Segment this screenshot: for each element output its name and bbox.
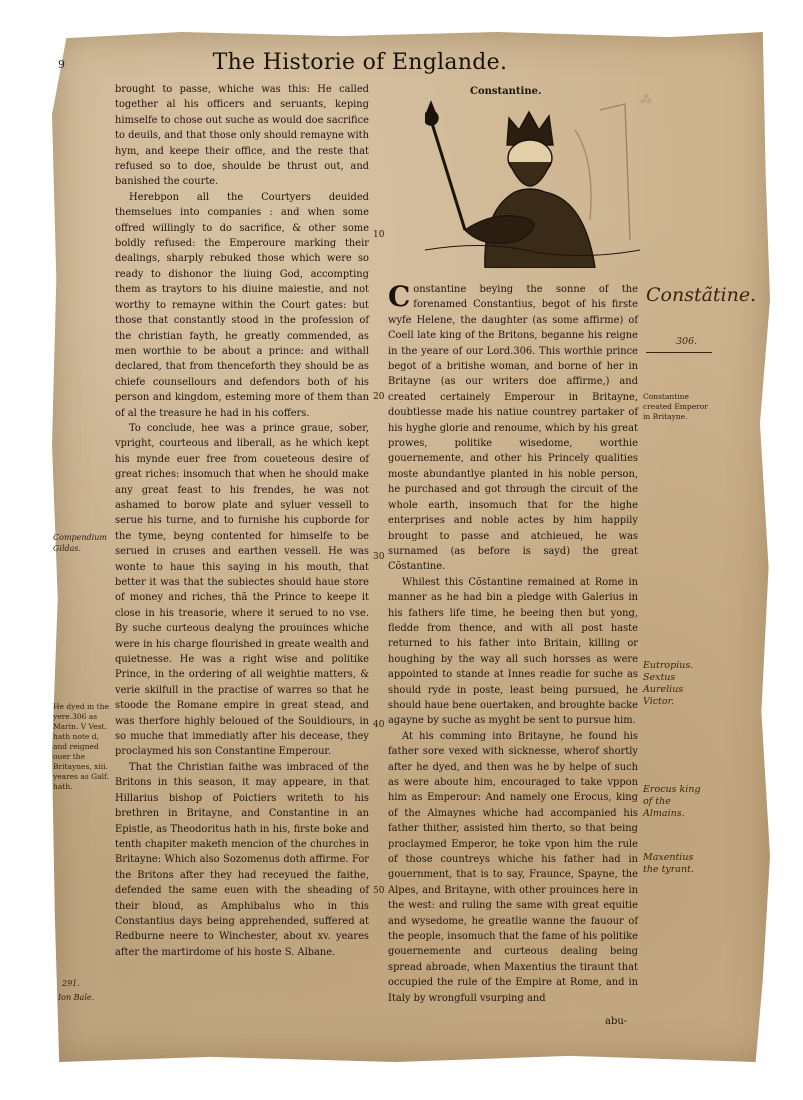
handwritten-underline [646, 352, 712, 353]
drop-cap: C [388, 280, 411, 313]
left-paragraph: To conclude, hee was a prince graue, sober, vpright, courteous and liberall, as he which kept his mynde euer free from coueteous desire of great riches: insomuch that when he should make any great feast to his frendes, he was not ashamed to borow plate and syluer vessell to serue his turne, and to furnishe his cupborde for the tyme, beyng contented for himselfe to be serued in cruses and earthen vessell. He was wonte to haue this saying in his mouth, that better it was that the subiectes should haue store of money and riches, thã the Prince to keepe it close in his treasorie, where it serued to no vse. By suche curteous dealyng the prouinces whiche were in his charge flourished in greate wealth and quietnesse. He was a right wise and politike Prince, in the ordering of all weightie matters, & verie skilfull in the practise of warres so that he stoode the Romane empire in great stead, and was therfore highly beloued of the Souldiours, in so muche that immediatly after his decease, they proclaymed his son Constantine Emperour. [115, 422, 369, 758]
handwritten-constantine: Constãtine. [646, 284, 757, 306]
line-number-40: 40 [373, 720, 385, 730]
handwritten-erocus: Erocus king of the Almains. [643, 784, 701, 819]
woodcut-caption: Constantine. [470, 86, 542, 97]
line-number-20: 20 [373, 392, 385, 402]
margin-note-compendium: Compendium Gildas. [53, 533, 107, 553]
left-text-column [115, 82, 369, 960]
catchword: abu- [605, 1016, 628, 1027]
left-paragraph: brought to passe, whiche was this: He called together al his officers and seruants, keping himselfe to chose out suche as would doe sacrifice to deuils, and that those only should remayne with hym, and keepe their office, and the reste that refused so to doe, shoulde be thrust out, and banished the courte. [115, 84, 369, 188]
bleed-through-ghost: ⁂ [640, 92, 652, 106]
right-paragraph: Whilest this Cõstantine remained at Rome in manner as he had bin a pledge with Galerius in his fathers life time, he beeing then but yong, fledde from thence, and with all post haste returned to his father into Britain, killing or houghing by the way all such horsses as were appointed to stande at Innes readie for suche as should ryde in poste, least being pursued, he should haue bene ouertaken, and broughte backe agayne by suche as myght be sent to pursue him. [388, 576, 638, 727]
margin-note-died: He dyed in the yere.306 as Marin. V Vest. hath note d, and reigned ouer the Britaynes, xiii. yeares as Galf. hath. [53, 702, 109, 791]
right-text-column [388, 282, 638, 1006]
handwritten-maxentius: Maxentius the tyrant. [643, 852, 694, 875]
right-paragraph-text: onstantine beying the sonne of the forenamed Constantius, begot of his firste wyfe Helene, the daughter (as some affirme) of Coell late king of the Britons, beganne his reigne in the yeare of our Lord.306. This worthie prince begot of a britishe woman, and borne of her in Britayne (as our writers doe affirme,) and created certainely Emperour in Britayne, doubtlesse made his natiue countrey partaker of his hyghe glorie and renoume, which by his great prowes, politike wisedome, worthie gouernemente, and other his Princely qualities moste abundantlye planted in his noble person, he purchased and got through the circuit of the whole earth, insomuch that for the highe enterprises and noble actes by him happily brought to passe and atchieued, he was surnamed (as before is sayd) the great Cõstantine. [388, 284, 638, 573]
line-number-10: 10 [373, 230, 385, 240]
handwritten-eutropius: Eutropius. Sextus Aurelius Victor. [643, 660, 694, 707]
line-number-50: 50 [373, 886, 385, 896]
edge-mark: 9 [58, 58, 65, 71]
left-paragraph: That the Christian faithe was imbraced of the Britons in this season, it may appeare, in that Hillarius bishop of Poictiers writeth to his brethren in Britayne, and Constantine in an Epistle, as Theodoritus hath in his, firste boke and tenth chapiter maketh mencion of the churches in Britayne: Which also Sozomenus doth affirme. For the Britons after they had receyued the faithe, defended the same euen with the sheading of their bloud, as Amphibalus who in this Constantius days being apprehended, suffered at Redburne neere to Winchester, about xv. yeares after the martirdome of his hoste S. Albane. [115, 761, 369, 958]
line-number-30: 30 [373, 552, 385, 562]
margin-note-bale: Ion Bale. [58, 993, 95, 1002]
right-paragraph: At his comming into Britayne, he found his father sore vexed with sicknesse, wherof shortly after he dyed, and then was he by helpe of such as were aboute him, encouraged to take vppon him as Emperour: And namely one Erocus, king of the Almaynes whiche had accompanied his father thither, assisted him therto, so that being proclaymed Emperor, he toke vpon him the rule of those countreys whiche his father had in gouernment, that is to say, Fraunce, Spayne, the Alpes, and Britayne, with other prouinces here in the west: and ruling the same with great equitie and wysedome, he greatlie wanne the fauour of the people, insomuch that the fame of his politike gouernemente and curteous dealing being spread abroade, when Maxentius the tiraunt that occupied the rule of the Empire at Rome, and in Italy by wrongfull vsurping and [388, 730, 638, 1004]
running-head: The Historie of Englande. [212, 50, 508, 75]
right-paragraph [388, 282, 638, 575]
margin-note-constantine-created: Constantine created Emperor in Britayne. [643, 392, 708, 421]
margin-note-page-ref: 291. [62, 979, 80, 988]
left-paragraph: Herebpon all the Courtyers deuided themselues into companies : and when some offred willingly to do sacrifice, & other some boldly refused: the Emperoure marking their dealings, sharply rebuked those which were so ready to dishonor the liuing God, accompting them as traytors to his diuine maiestie, and not worthy to remayne within the Court gates: but those that constantly stood in the profession of the christian fayth, he greatly commended, as men worthie to be about a prince: and withall declared, that from thenceforth they should be as chiefe counsellours and defendors both of his person and kingdom, esteming more of them than of al the treasure he had in his coffers. [115, 191, 369, 419]
constantine-woodcut-icon [425, 100, 640, 268]
handwritten-year: 306. [676, 336, 698, 347]
